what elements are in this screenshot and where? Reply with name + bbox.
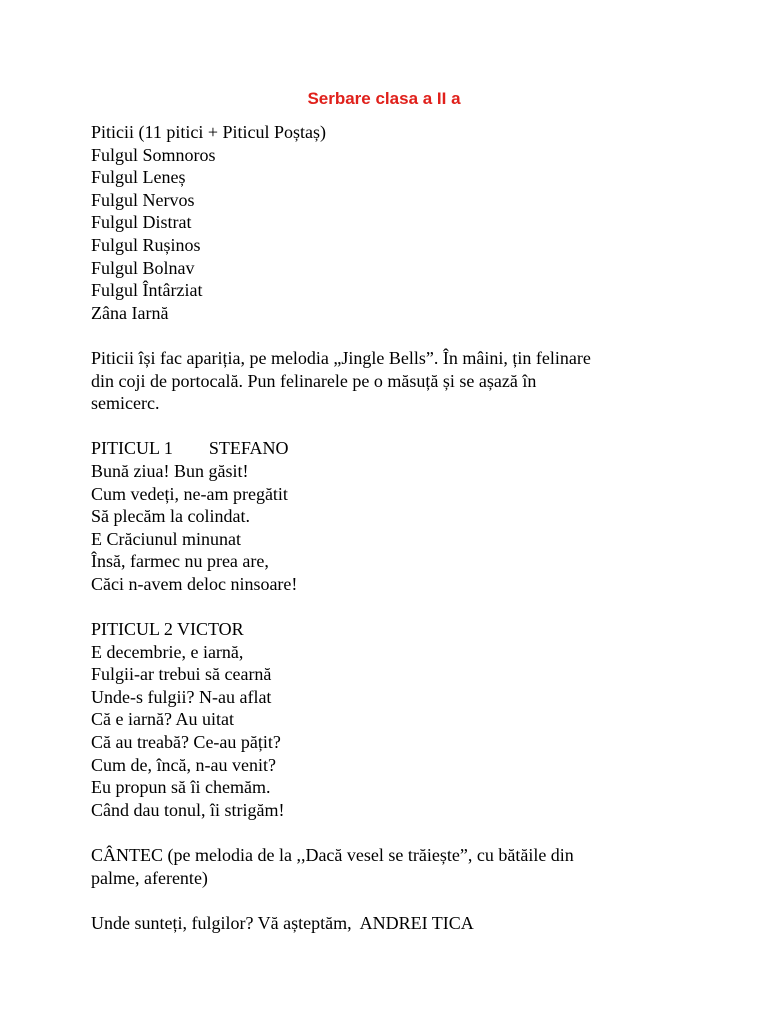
character-line: Fulgul Distrat	[91, 212, 192, 233]
character-line: Fulgul Bolnav	[91, 257, 195, 278]
piticul-2-section	[91, 618, 691, 821]
verse-line: Căci n-avem deloc ninsoare!	[91, 573, 298, 594]
cantec-section	[91, 844, 691, 889]
verse-line: Unde-s fulgii? N-au aflat	[91, 686, 272, 707]
verse-line: Însă, farmec nu prea are,	[91, 551, 269, 572]
character-line: Zâna Iarnă	[91, 302, 169, 323]
verse-line: Cum vedeți, ne-am pregătit	[91, 483, 288, 504]
intro-line: semicerc.	[91, 393, 160, 414]
paragraph-gap	[91, 415, 691, 438]
paragraph-gap	[91, 595, 691, 618]
character-line: Fulgul Nervos	[91, 189, 195, 210]
document-title: Serbare clasa a II a	[307, 89, 461, 108]
verse-line: E Crăciunul minunat	[91, 528, 241, 549]
verse-line: Să plecăm la colindat.	[91, 506, 250, 527]
character-line: Fulgul Somnoros	[91, 144, 216, 165]
verse-line: Cum de, încă, n-au venit?	[91, 754, 276, 775]
cantec-line: CÂNTEC (pe melodia de la ,,Dacă vesel se trăiește”, cu bătăile din	[91, 845, 574, 865]
intro-line: din coji de portocală. Pun felinarele pe o măsuță și se așază în	[91, 370, 537, 391]
verse-line: E decembrie, e iarnă,	[91, 641, 244, 662]
character-list	[91, 121, 691, 324]
verse-line: Că e iarnă? Au uitat	[91, 709, 234, 730]
verse-line: Bună ziua! Bun găsit!	[91, 460, 249, 481]
character-line: Fulgul Întârziat	[91, 280, 203, 301]
paragraph-gap	[91, 889, 691, 912]
verse-line: Fulgii-ar trebui să cearnă	[91, 664, 272, 685]
intro-paragraph	[91, 347, 691, 415]
piticul-2-heading: PITICUL 2 VICTOR	[91, 619, 244, 640]
piticul-1-section	[91, 437, 691, 595]
paragraph-gap	[91, 324, 691, 347]
piticul-1-heading: PITICUL 1 STEFANO	[91, 438, 289, 459]
character-line: Piticii (11 pitici + Piticul Poștaș)	[91, 122, 326, 142]
verse-line: Când dau tonul, îi strigăm!	[91, 799, 285, 820]
closing-line: Unde sunteți, fulgilor? Vă așteptăm, ANDREI TICA	[91, 912, 474, 933]
verse-line: Că au treabă? Ce-au pățit?	[91, 732, 281, 753]
document-body	[91, 121, 691, 934]
character-line: Fulgul Leneș	[91, 167, 186, 188]
paragraph-gap	[91, 821, 691, 844]
intro-line: Piticii își fac apariția, pe melodia „Jingle Bells”. În mâini, țin felinare	[91, 347, 591, 368]
cantec-line: palme, aferente)	[91, 867, 208, 888]
character-line: Fulgul Rușinos	[91, 234, 201, 255]
verse-line: Eu propun să îi chemăm.	[91, 777, 271, 798]
